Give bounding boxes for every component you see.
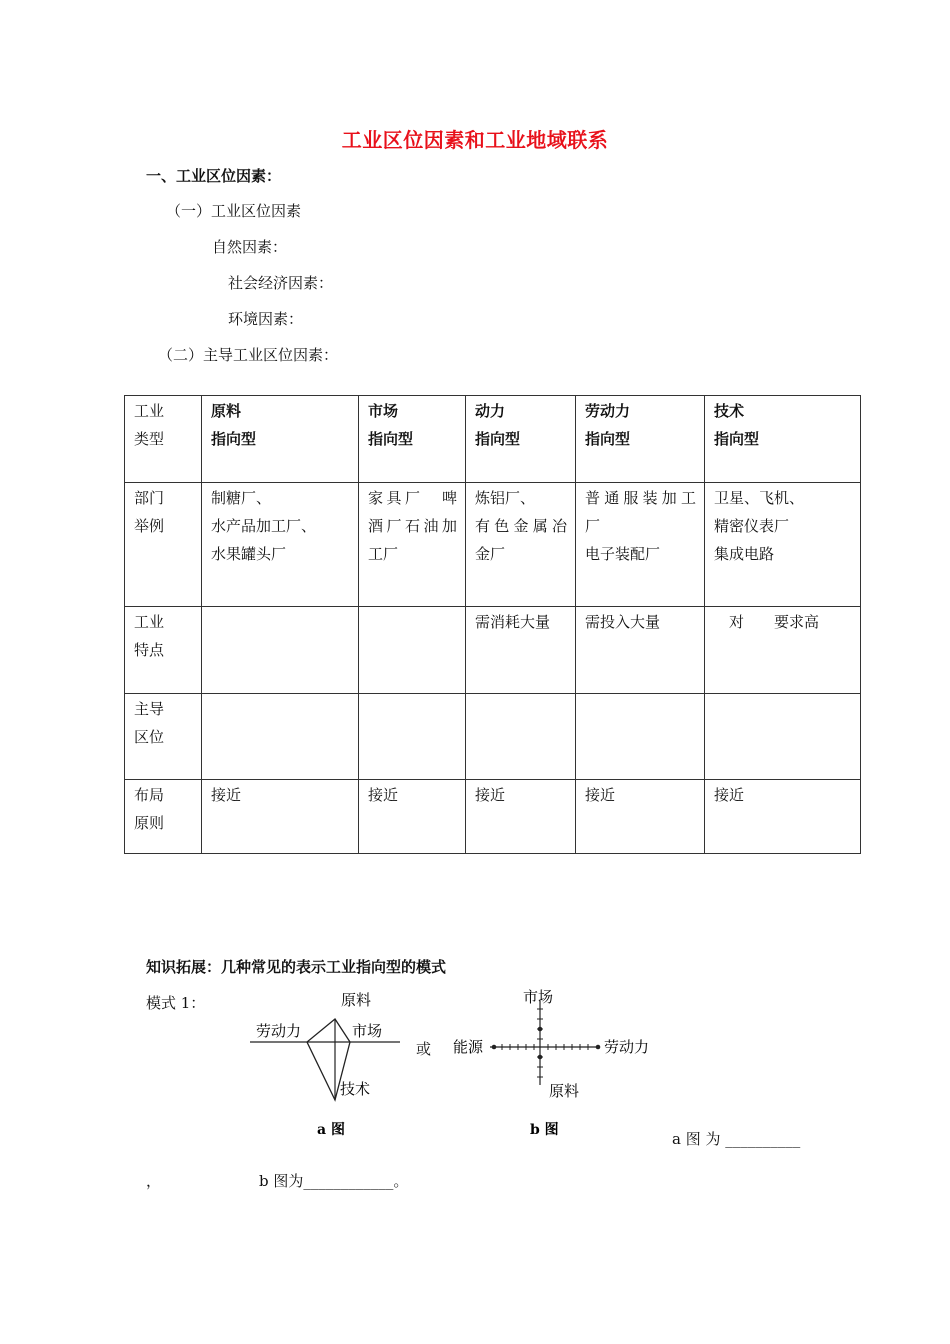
- natural-factors-label: 自然因素：: [212, 238, 288, 256]
- row-label-type: 工业 类型: [125, 396, 202, 483]
- dominant-market: [359, 694, 466, 780]
- header-power: 动力 指向型: [466, 396, 576, 483]
- diagram-a-label-right: 市场: [352, 1022, 383, 1040]
- header-technology: 技术 指向型: [705, 396, 861, 483]
- diagram-b-point-bottom: [538, 1055, 543, 1060]
- social-economic-factors-label: 社会经济因素：: [228, 274, 334, 292]
- principle-market: 接近: [359, 780, 466, 854]
- industry-orientation-table: [124, 395, 861, 854]
- feature-technology: 对 要求高: [705, 607, 861, 694]
- row-label-dominant-location: 主导 区位: [125, 694, 202, 780]
- section-heading-location-factors: 一、工业区位因素：: [146, 167, 282, 185]
- diagram-a-label-left: 劳动力: [256, 1022, 302, 1040]
- diagram-b-point-top: [538, 1027, 543, 1032]
- feature-labor: 需投入大量: [576, 607, 705, 694]
- table-row-type: [125, 396, 861, 483]
- extension-heading: 知识拓展：几种常见的表示工业指向型的模式: [146, 958, 447, 976]
- diagram-a: [250, 985, 410, 1145]
- dominant-technology: [705, 694, 861, 780]
- diagram-b-label-top: 市场: [523, 988, 554, 1006]
- environment-factors-label: 环境因素：: [228, 310, 304, 328]
- dominant-labor: [576, 694, 705, 780]
- examples-market: 家具厂 啤 酒厂石油加 工厂: [359, 483, 466, 607]
- mode-label: 模式 1：: [146, 994, 206, 1012]
- examples-raw-material: 制糖厂、 水产品加工厂、 水果罐头厂: [202, 483, 359, 607]
- header-labor: 劳动力 指向型: [576, 396, 705, 483]
- diagram-a-label-bottom: 技术: [340, 1080, 371, 1098]
- examples-labor: 普通服装加工 厂 电子装配厂: [576, 483, 705, 607]
- answer-b-line: b 图为____________。: [259, 1172, 409, 1190]
- table-row-features: [125, 607, 861, 694]
- subsection-location-factors: （一）工业区位因素: [166, 202, 302, 220]
- dominant-raw-material: [202, 694, 359, 780]
- subsection-dominant-factors: （二）主导工业区位因素：: [158, 346, 339, 364]
- table-row-dominant-location: [125, 694, 861, 780]
- diagram-b: [450, 985, 670, 1145]
- page-title: 工业区位因素和工业地域联系: [341, 128, 609, 152]
- principle-raw-material: 接近: [202, 780, 359, 854]
- diagram-b-label-left: 能源: [453, 1038, 484, 1056]
- row-label-principle: 布局 原则: [125, 780, 202, 854]
- answer-comma: ，: [146, 1172, 162, 1190]
- diagram-a-label-top: 原料: [341, 991, 372, 1009]
- diagram-b-point-left: [492, 1045, 497, 1050]
- diagram-b-label-bottom: 原料: [549, 1082, 580, 1100]
- examples-power: 炼铝厂、 有色金属冶 金厂: [466, 483, 576, 607]
- diagram-b-caption: b 图: [530, 1122, 559, 1138]
- row-label-features: 工业 特点: [125, 607, 202, 694]
- row-label-examples: 部门 举例: [125, 483, 202, 607]
- diagram-a-caption: a 图: [317, 1122, 345, 1138]
- header-market: 市场 指向型: [359, 396, 466, 483]
- diagram-b-label-right: 劳动力: [604, 1038, 650, 1056]
- feature-raw-material: [202, 607, 359, 694]
- examples-technology: 卫星、飞机、 精密仪表厂 集成电路: [705, 483, 861, 607]
- principle-labor: 接近: [576, 780, 705, 854]
- principle-power: 接近: [466, 780, 576, 854]
- principle-technology: 接近: [705, 780, 861, 854]
- diagram-b-ticks: [502, 1009, 588, 1077]
- feature-market: [359, 607, 466, 694]
- feature-power: 需消耗大量: [466, 607, 576, 694]
- diagram-b-point-right: [596, 1045, 601, 1050]
- table-row-examples: [125, 483, 861, 607]
- or-text: 或: [416, 1040, 432, 1058]
- dominant-power: [466, 694, 576, 780]
- table-row-principle: [125, 780, 861, 854]
- answer-a-line: a 图 为 __________: [672, 1130, 801, 1148]
- header-raw-material: 原料 指向型: [202, 396, 359, 483]
